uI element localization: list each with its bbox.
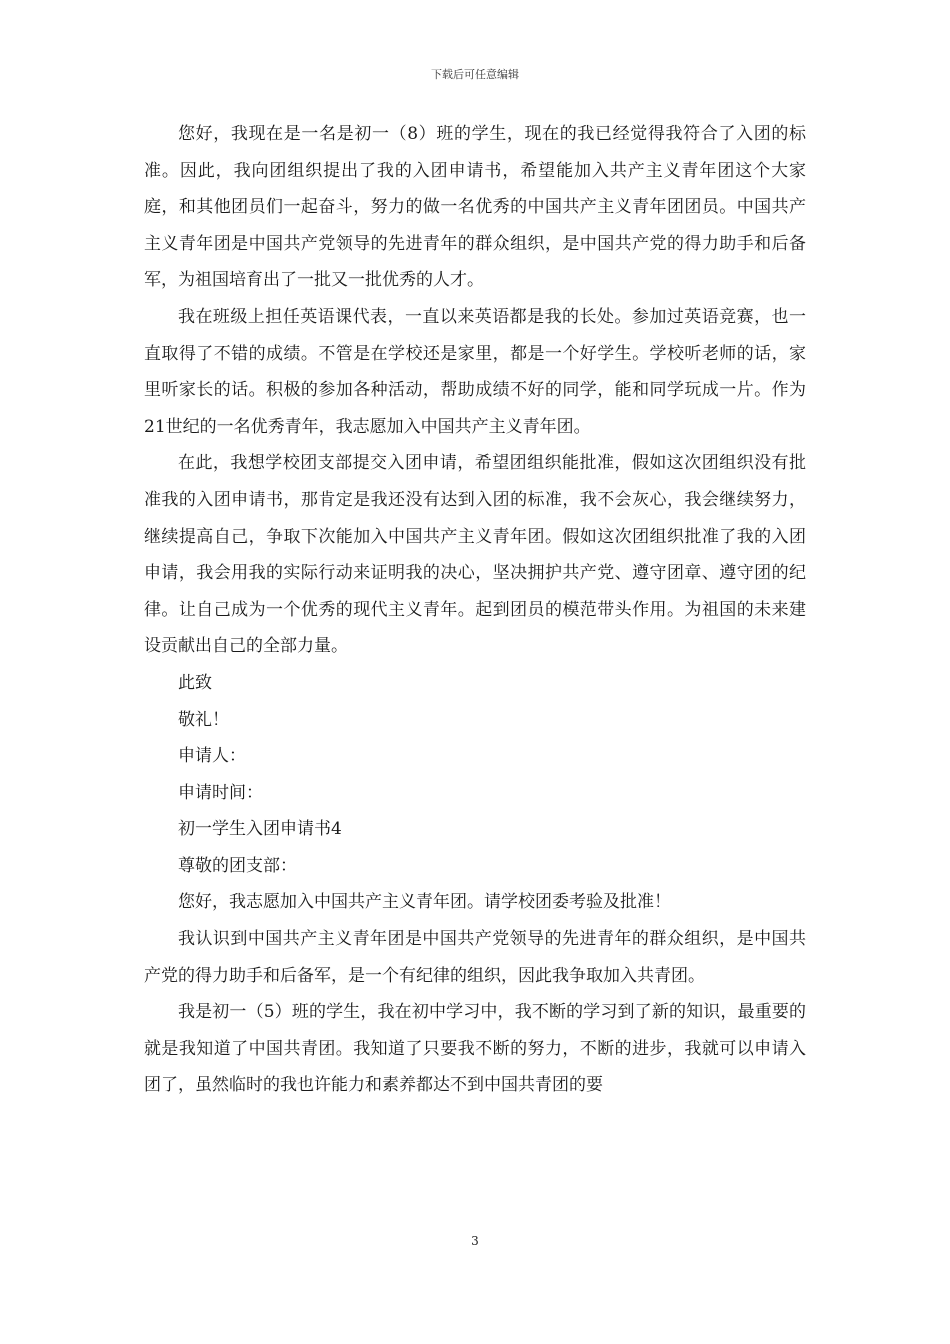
- paragraph-submission: 在此，我想学校团支部提交入团申请，希望团组织能批准，假如这次团组织没有批准我的入团申请书，那肯定是我还没有达到入团的标准，我不会灰心，我会继续努力，继续提高自己，争取下次能加入中国共产主义青年团。假如这次团组织批准了我的入团申请，我会用我的实际行动来证明我的决心，坚决拥护共产党、遵守团章、遵守团的纪律。让自己成为一个优秀的现代主义青年。起到团员的模范带头作用。为祖国的未来建设贡献出自己的全部力量。: [144, 453, 806, 657]
- paragraph-request: 您好，我志愿加入中国共产主义青年团。请学校团委考验及批准！: [178, 892, 671, 913]
- page-header-note: 下载后可任意编辑: [431, 68, 519, 81]
- page-number: 3: [471, 1234, 479, 1248]
- closing-salutation: 此致: [178, 672, 212, 693]
- document-body: [144, 116, 806, 1104]
- applicant-line: 申请人：: [178, 746, 246, 767]
- greeting-line: 尊敬的团支部：: [178, 855, 297, 876]
- closing-respect: 敬礼！: [178, 709, 229, 730]
- section-title: 初一学生入团申请书4: [178, 819, 342, 840]
- application-date-line: 申请时间：: [178, 782, 263, 803]
- paragraph-intro: 您好，我现在是一名是初一（8）班的学生，现在的我已经觉得我符合了入团的标准。因此，我向团组织提出了我的入团申请书，希望能加入共产主义青年团这个大家庭，和其他团员们一起奋斗，努力的做一名优秀的中国共产主义青年团团员。中国共产主义青年团是中国共产党领导的先进青年的群众组织，是中国共产党的得力助手和后备军，为祖国培育出了一批又一批优秀的人才。: [144, 124, 806, 291]
- paragraph-student-intro: 我是初一（5）班的学生，我在初中学习中，我不断的学习到了新的知识，最重要的就是我知道了中国共青团。我知道了只要我不断的努力，不断的进步，我就可以申请入团了，虽然临时的我也许能力和素养都达不到中国共青团的要: [144, 1002, 806, 1096]
- paragraph-recognition: 我认识到中国共产主义青年团是中国共产党领导的先进青年的群众组织，是中国共产党的得力助手和后备军，是一个有纪律的组织，因此我争取加入共青团。: [144, 929, 806, 986]
- paragraph-english-rep: 我在班级上担任英语课代表，一直以来英语都是我的长处。参加过英语竞赛，也一直取得了不错的成绩。不管是在学校还是家里，都是一个好学生。学校听老师的话，家里听家长的话。积极的参加各种活动，帮助成绩不好的同学，能和同学玩成一片。作为21世纪的一名优秀青年，我志愿加入中国共产主义青年团。: [144, 306, 806, 437]
